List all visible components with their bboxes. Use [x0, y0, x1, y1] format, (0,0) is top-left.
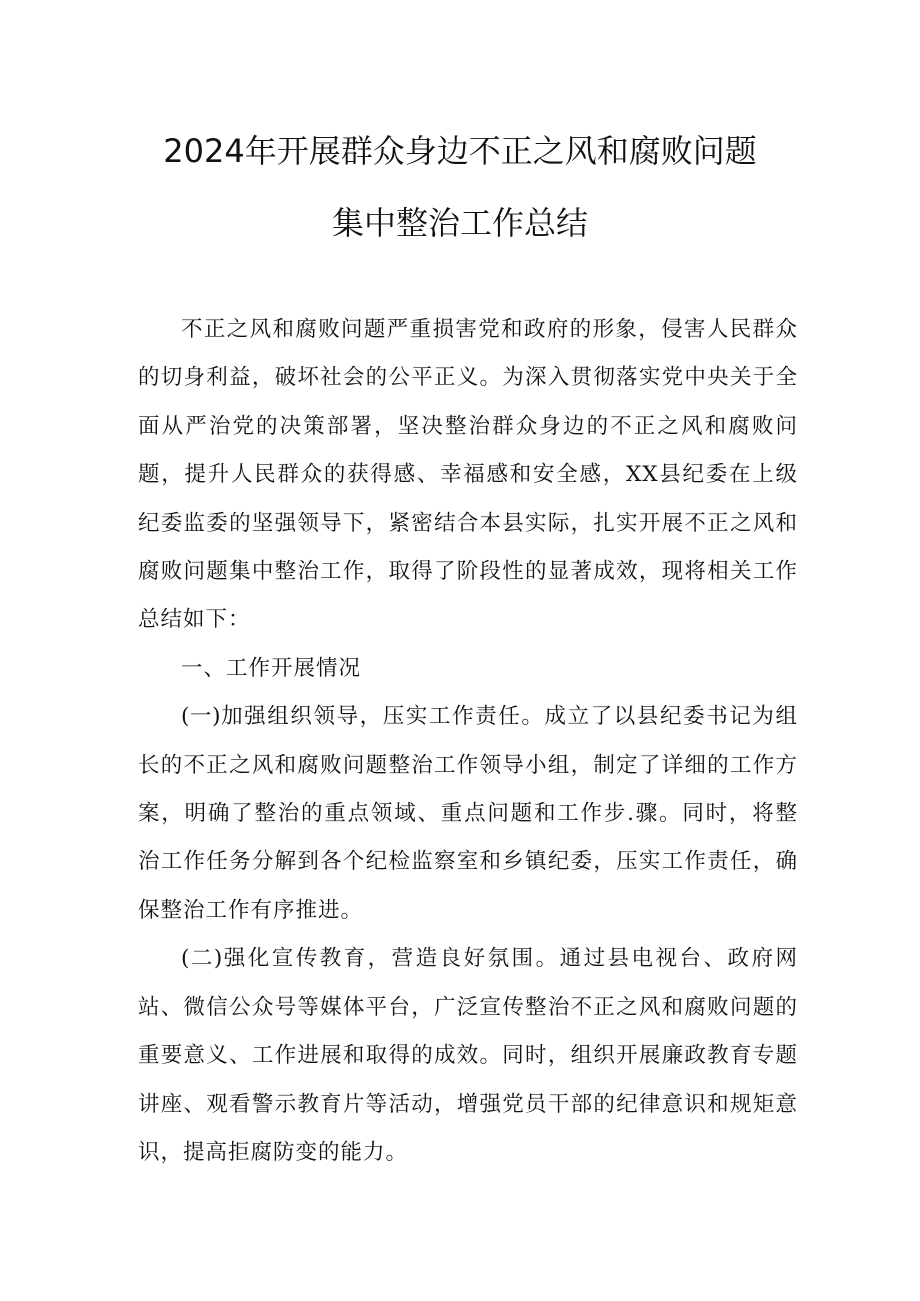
item-text-2: 强化宣传教育，营造良好氛围。通过县电视台、政府网站、微信公众号等媒体平台，广泛宣传整治不正之风和腐败问题的重要意义、工作进展和取得的成效。同时，组织开展廉政教育专题讲座、观看警示教育片等活动，增强党员干部的纪律意识和规矩意识，提高拒腐防变的能力。 [138, 946, 798, 1165]
item-label-2: (二) [181, 946, 223, 972]
section-heading-work-progress: 一、工作开展情况 [181, 655, 362, 681]
item-paragraph-2 [138, 935, 798, 1177]
item-text-1: 加强组织领导，压实工作责任。成立了以县纪委书记为组长的不正之风和腐败问题整治工作领导小组，制定了详细的工作方案，明确了整治的重点领域、重点问题和工作步.骤。同时，将整治工作任务分解到各个纪检监察室和乡镇纪委，压实工作责任，确保整治工作有序推进。 [138, 704, 798, 923]
document-title-line-1: 2024年开展群众身边不正之风和腐败问题 [163, 132, 757, 170]
item-paragraph-1 [138, 693, 798, 935]
item-label-1: (一) [181, 704, 221, 730]
intro-paragraph: 不正之风和腐败问题严重损害党和政府的形象，侵害人民群众的切身利益，破坏社会的公平正义。为深入贯彻落实党中央关于全面从严治党的决策部署，坚决整治群众身边的不正之风和腐败问题，提升人民群众的获得感、幸福感和安全感，XX县纪委在上级纪委监委的坚强领导下，紧密结合本县实际，扎实开展不正之风和腐败问题集中整治工作，取得了阶段性的显著成效，现将相关工作总结如下： [138, 317, 798, 633]
document-body [138, 306, 798, 1177]
document-title-line-2: 集中整治工作总结 [331, 204, 588, 242]
